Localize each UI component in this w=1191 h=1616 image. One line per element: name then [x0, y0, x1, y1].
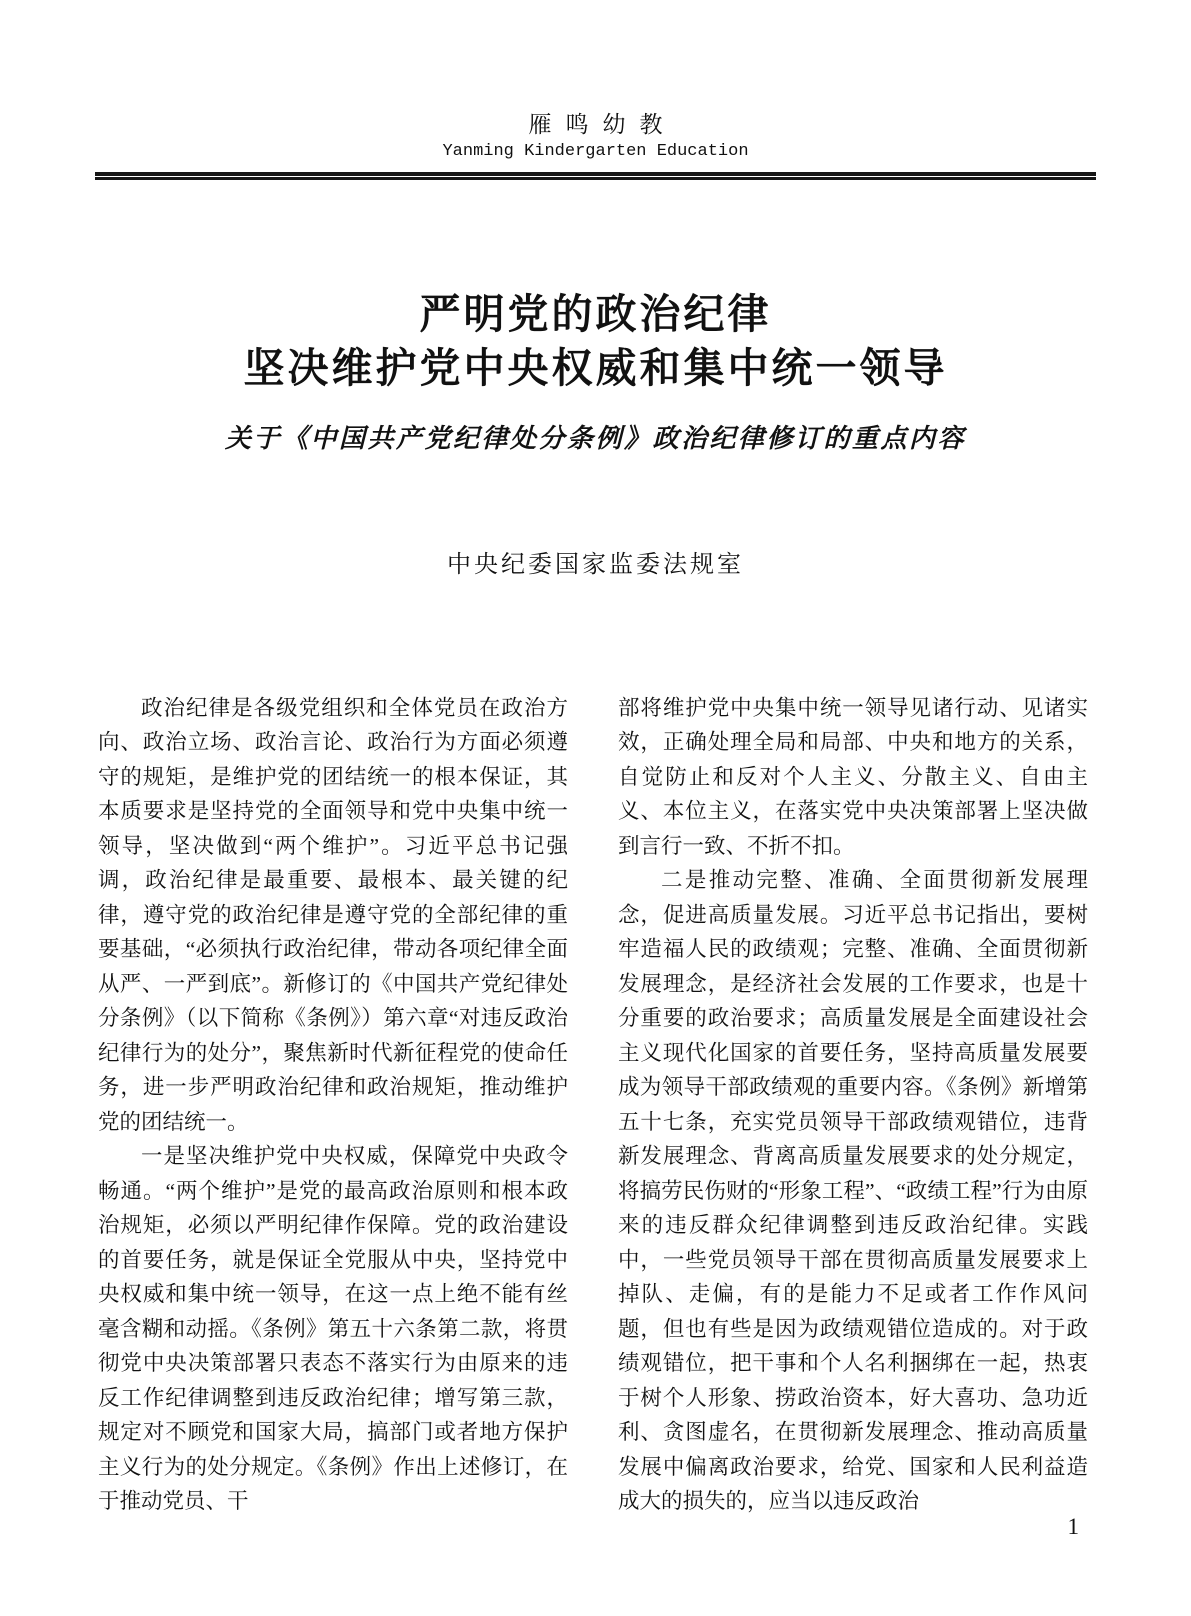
page-header — [0, 0, 1191, 180]
body-text — [98, 691, 1088, 1519]
document-title — [0, 287, 1191, 395]
body-column-right — [618, 691, 1088, 1519]
header-org-name-en: Yanming Kindergarten Education — [442, 142, 749, 161]
paragraph: 政治纪律是各级党组织和全体党员在政治方向、政治立场、政治言论、政治行为方面必须遵守的规矩，是维护党的团结统一的根本保证，其本质要求是坚持党的全面领导和党中央集中统一领导，坚决做到“两个维护”。习近平总书记强调，政治纪律是最重要、最根本、最关键的纪律，遵守党的政治纪律是遵守党的全部纪律的重要基础，“必须执行政治纪律，带动各项纪律全面从严、一严到底”。新修订的《中国共产党纪律处分条例》（以下简称《条例》）第六章“对违反政治纪律行为的处分”，聚焦新时代新征程党的使命任务，进一步严明政治纪律和政治规矩，推动维护党的团结统一。 — [98, 695, 568, 1134]
document-subtitle: 关于《中国共产党纪律处分条例》政治纪律修订的重点内容 — [224, 423, 966, 453]
paragraph: 一是坚决维护党中央权威，保障党中央政令畅通。“两个维护”是党的最高政治原则和根本政治规矩，必须以严明纪律作保障。党的政治建设的首要任务，就是保证全党服从中央，坚持党中央权威和集中统一领导，在这一点上绝不能有丝毫含糊和动摇。《条例》第五十六条第二款，将贯彻党中央决策部署只表态不落实行为由原来的违反工作纪律调整到违反政治纪律；增写第三款，规定对不顾党和国家大局，搞部门或者地方保护主义行为的处分规定。《条例》作出上述修订，在于推动党员、干 — [98, 1144, 568, 1513]
header-double-rule — [95, 172, 1096, 180]
document-title-line2: 坚决维护党中央权威和集中统一领导 — [243, 344, 948, 391]
paragraph: 二是推动完整、准确、全面贯彻新发展理念，促进高质量发展。习近平总书记指出，要树牢造福人民的政绩观；完整、准确、全面贯彻新发展理念，是经济社会发展的工作要求，也是十分重要的政治要求；高质量发展是全面建设社会主义现代化国家的首要任务，坚持高质量发展要成为领导干部政绩观的重要内容。《条例》新增第五十七条，充实党员领导干部政绩观错位，违背新发展理念、背离高质量发展要求的处分规定，将搞劳民伤财的“形象工程”、“政绩工程”行为由原来的违反群众纪律调整到违反政治纪律。实践中，一些党员领导干部在贯彻高质量发展要求上掉队、走偏，有的是能力不足或者工作作风问题，但也有些是因为政绩观错位造成的。对于政绩观错位，把干事和个人名利捆绑在一起，热衷于树个人形象、捞政治资本，好大喜功、急功近利、贪图虚名，在贯彻新发展理念、推动高质量发展中偏离政治要求，给党、国家和人民利益造成大的损失的，应当以违反政治 — [618, 868, 1088, 1513]
author-byline: 中央纪委国家监委法规室 — [447, 551, 744, 578]
body-column-left — [98, 691, 568, 1519]
rule-bottom-line — [95, 177, 1096, 180]
page-number: 1 — [1067, 1514, 1079, 1539]
header-org-name-cn: 雁鸣幼教 — [528, 112, 677, 137]
paragraph-continuation: 部将维护党中央集中统一领导见诸行动、见诸实效，正确处理全局和局部、中央和地方的关系，自觉防止和反对个人主义、分散主义、自由主义、本位主义，在落实党中央决策部署上坚决做到言行一致、不折不扣。 — [618, 695, 1088, 858]
document-title-line1: 严明党的政治纪律 — [419, 290, 772, 337]
